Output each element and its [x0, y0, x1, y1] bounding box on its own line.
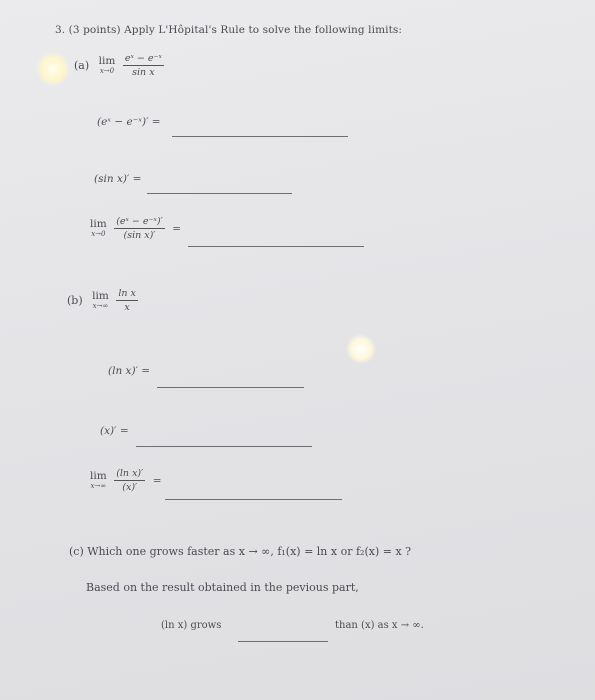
part-b-limit-answer[interactable] — [165, 499, 342, 500]
part-b-denominator-derivative-answer[interactable] — [136, 446, 312, 447]
part-a-denominator-derivative-answer[interactable] — [147, 193, 292, 194]
part-a-numerator-derivative-answer[interactable] — [172, 136, 348, 137]
part-a-limit — [74, 53, 164, 78]
part-a-denominator-derivative-label: (sin x)′ = — [94, 173, 142, 185]
limit-fraction: $\frac{\text{eˣ − e⁻ˣ}}{\text{sin x}}$ — [124, 53, 162, 78]
part-b-derivative-ratio: lim x→∞ $\frac{\text{(ln x)′}}{(x)'}$ = — [90, 468, 162, 493]
part-b-label: (b) — [67, 294, 83, 307]
derivative-fraction: $\frac{\text{(eˣ − e⁻ˣ)′}}{\text{(sin x)′}}$ — [116, 216, 163, 241]
part-b-limit — [67, 288, 138, 313]
part-c-answer-right: than (x) as x → ∞. — [335, 620, 424, 631]
glare-spot-right — [346, 334, 376, 364]
part-c-answer-left: (ln x) grows — [161, 620, 222, 631]
part-c-instruction: Based on the result obtained in the pevious part, — [86, 581, 359, 594]
limit-operator: lim x→∞ — [90, 470, 107, 490]
limit-operator: lim x→0 — [98, 55, 116, 75]
limit-operator: lim x→0 — [90, 218, 107, 238]
question-header — [55, 24, 402, 36]
part-a-limit-answer[interactable] — [188, 246, 364, 247]
part-c-question: (c) Which one grows faster as x → ∞, f₁(x) = ln x or f₂(x) = x ? — [69, 545, 412, 558]
part-a-label: (a) — [74, 59, 90, 72]
part-a-derivative-ratio: lim x→0 $\frac{\text{(eˣ − e⁻ˣ)′}}{\text{(sin x)′}}$ = — [90, 216, 182, 241]
part-b-numerator-derivative-answer[interactable] — [157, 387, 304, 388]
glare-spot-left — [36, 52, 70, 86]
question-number: 3. — [55, 24, 66, 36]
derivative-fraction: $\frac{\text{(ln x)′}}{(x)'}$ — [116, 468, 144, 493]
part-a-numerator-derivative-label: (eˣ − e⁻ˣ)′ = — [97, 116, 161, 128]
part-c-answer-blank[interactable] — [238, 641, 328, 642]
limit-operator: lim x→∞ — [92, 290, 109, 310]
limit-fraction: $\frac{\text{ln x}}{x}$ — [118, 288, 136, 313]
part-b-denominator-derivative-label: (x)′ = — [100, 425, 129, 437]
question-title: (3 points) Apply L'Hôpital's Rule to solve the following limits: — [68, 24, 403, 36]
part-b-numerator-derivative-label: (ln x)′ = — [108, 365, 151, 377]
